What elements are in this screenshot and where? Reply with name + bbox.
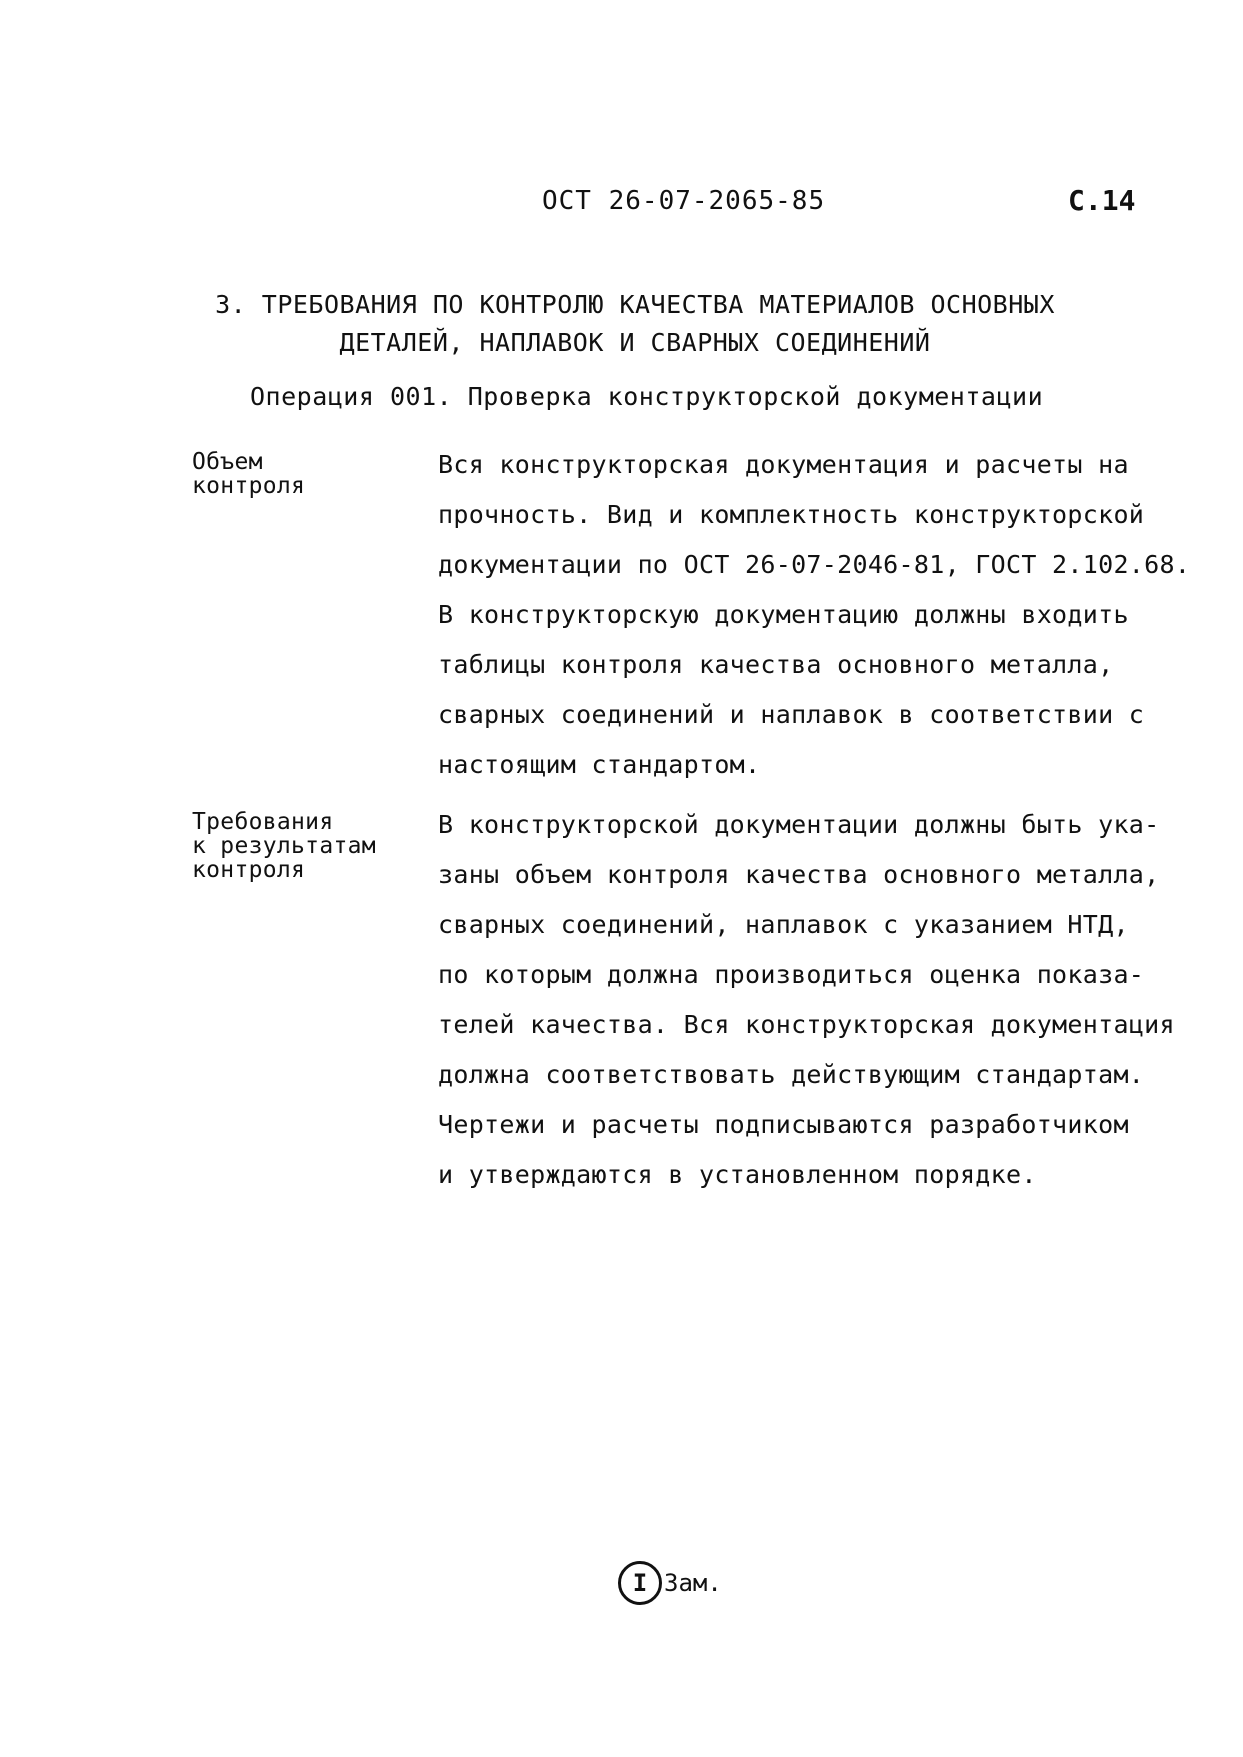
change-label: Зам. [664,1569,722,1597]
text-line: Чертежи и расчеты подписываются разработчиком [438,1110,1129,1139]
row-text-requirements [438,800,1175,1200]
row-label-line: Объем [192,449,263,475]
section-title [200,286,1070,362]
text-line: и утверждаются в установленном порядке. [438,1160,1037,1189]
text-line: настоящим стандартом. [438,750,761,779]
text-line: документации по ОСТ 26-07-2046-81, ГОСТ 2.102.68. [438,550,1191,579]
row-text-scope [438,440,1190,790]
text-line: сварных соединений и наплавок в соответствии с [438,700,1145,729]
change-number-circle [618,1561,662,1605]
change-mark [618,1556,722,1610]
page-number: С.14 [1068,184,1136,217]
text-line: В конструкторской документации должны быть ука- [438,810,1160,839]
text-line: телей качества. Вся конструкторская документация [438,1010,1175,1039]
section-title-line: 3. ТРЕБОВАНИЯ ПО КОНТРОЛЮ КАЧЕСТВА МАТЕРИАЛОВ ОСНОВНЫХ [215,290,1055,319]
text-line: Вся конструкторская документация и расчеты на [438,450,1129,479]
operation-title: Операция 001. Проверка конструкторской документации [250,382,1044,411]
text-line: сварных соединений, наплавок с указанием НТД, [438,910,1129,939]
row-label-line: контроля [192,473,306,499]
row-label-scope [192,450,305,498]
row-label-requirements [192,810,376,882]
text-line: по которым должна производиться оценка показа- [438,960,1145,989]
text-line: таблицы контроля качества основного металла, [438,650,1114,679]
text-line: заны объем контроля качества основного металла, [438,860,1160,889]
text-line: прочность. Вид и комплектность конструкторской [438,500,1145,529]
row-label-line: контроля [192,857,306,883]
text-line: должна соответствовать действующим стандартам. [438,1060,1145,1089]
document-code: ОСТ 26-07-2065-85 [542,186,826,216]
row-label-line: Требования [192,809,334,835]
section-title-line: ДЕТАЛЕЙ, НАПЛАВОК И СВАРНЫХ СОЕДИНЕНИЙ [339,328,931,357]
change-number: I [632,1569,648,1597]
text-line: В конструкторскую документацию должны входить [438,600,1129,629]
row-label-line: к результатам [192,833,376,859]
